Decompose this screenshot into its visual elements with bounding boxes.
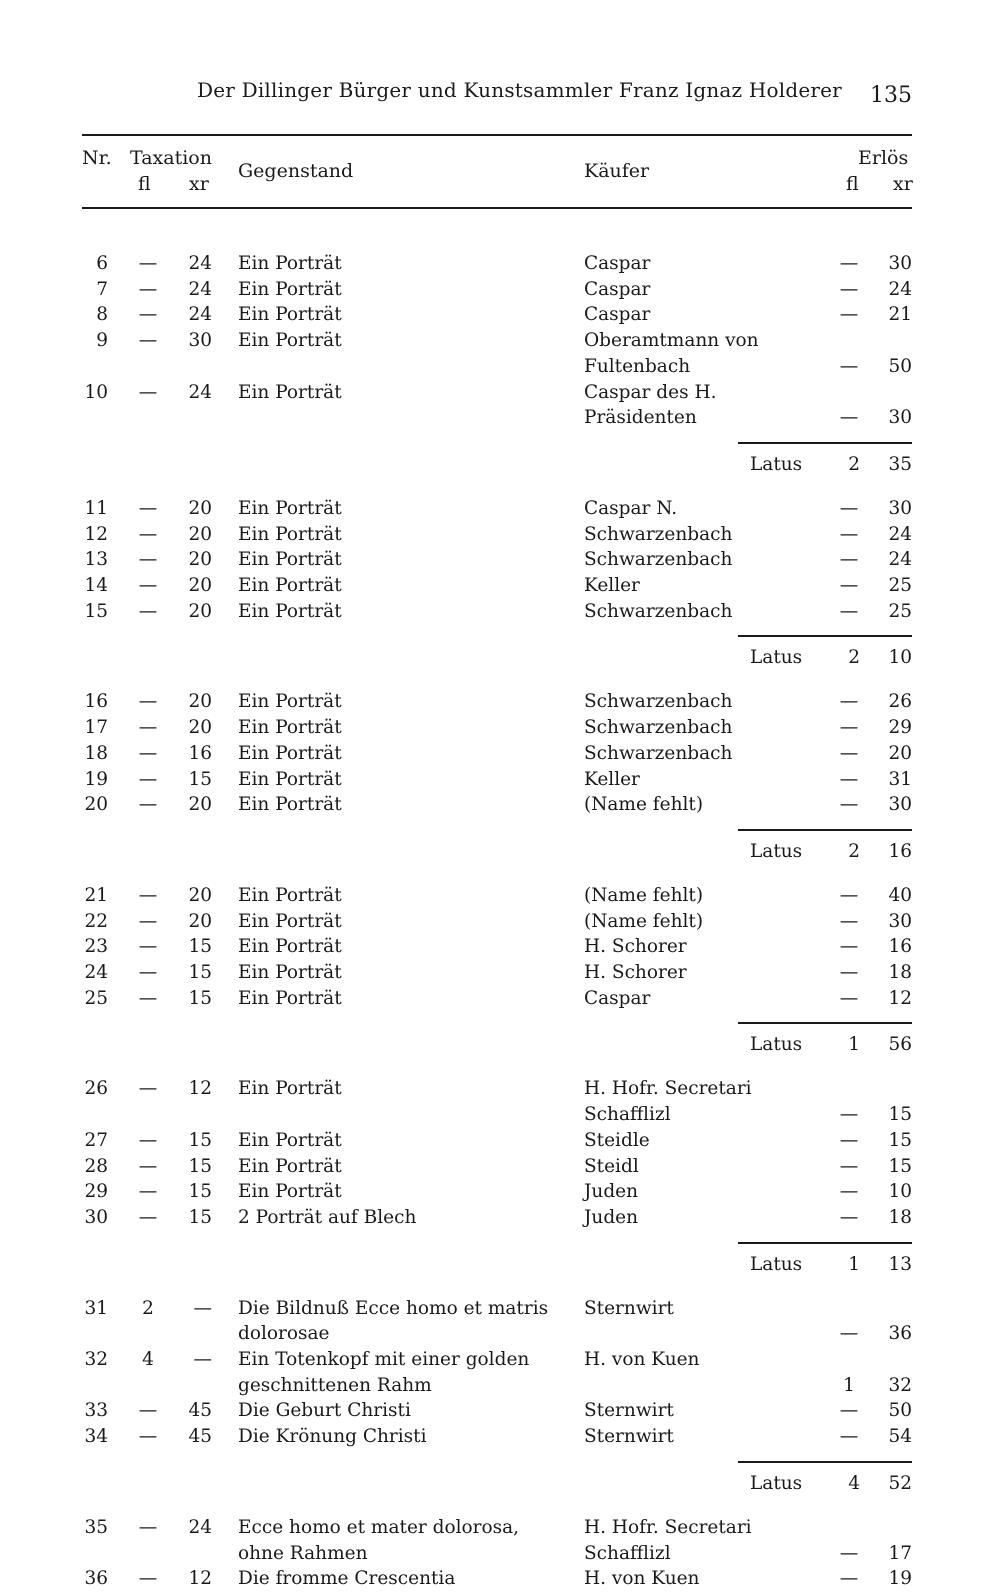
table-row-kaeufer: Steidl <box>584 1155 639 1177</box>
table-row-erloes-fl: — <box>839 987 859 1009</box>
table-row-gegenstand: Ein Porträt <box>238 910 342 932</box>
table-row-tax-xr: 12 <box>188 1078 212 1100</box>
table-row-tax-fl: — <box>138 304 158 326</box>
latus-rule <box>738 1022 912 1024</box>
table-row-kaeufer: Caspar <box>584 253 651 274</box>
latus-label: Latus <box>750 1472 803 1494</box>
table-row-tax-xr: 20 <box>188 600 212 622</box>
table-row-erloes-fl: — <box>839 497 859 519</box>
table-row-erloes-fl: — <box>839 407 859 429</box>
col-header-gegenstand: Gegenstand <box>238 160 354 182</box>
col-header-taxation-fl: fl <box>138 173 151 195</box>
latus-rule <box>738 442 912 444</box>
table-row-tax-fl: — <box>138 962 158 983</box>
table-row-kaeufer: Schwarzenbach <box>584 523 733 545</box>
table-row-erloes-xr: 54 <box>888 1426 912 1448</box>
table-row-tax-fl: 4 <box>142 1349 154 1370</box>
table-row-erloes-fl: — <box>839 600 859 622</box>
latus-label: Latus <box>750 840 803 862</box>
table-row-kaeufer: Schafflizl <box>584 1542 671 1564</box>
table-row-kaeufer: Fultenbach <box>584 355 691 377</box>
table-row-erloes-fl: — <box>839 742 859 764</box>
latus-label: Latus <box>750 1034 803 1056</box>
table-row-nr: 32 <box>84 1349 108 1370</box>
table-row-gegenstand: Die Bildnuß Ecce homo et matris <box>238 1297 549 1319</box>
table-row-gegenstand: Ein Porträt <box>238 884 342 906</box>
table-row-kaeufer: Caspar <box>584 987 651 1009</box>
table-row-kaeufer: H. von Kuen <box>584 1349 700 1370</box>
table-row-nr: 15 <box>84 600 108 622</box>
table-row-erloes-fl: — <box>839 910 859 932</box>
table-row-erloes-fl: — <box>839 962 859 983</box>
table-row-tax-xr: 24 <box>188 304 212 326</box>
latus-xr: 16 <box>888 840 912 862</box>
table-top-rule <box>82 134 912 136</box>
table-row-kaeufer: (Name fehlt) <box>584 884 704 906</box>
latus-label: Latus <box>750 647 803 669</box>
table-row-erloes-fl: — <box>839 304 859 326</box>
table-row-nr: 18 <box>84 742 108 764</box>
latus-rule <box>738 1242 912 1244</box>
table-row-erloes-xr: 18 <box>888 962 912 983</box>
latus-rule <box>738 829 912 831</box>
table-row-kaeufer: Steidle <box>584 1129 650 1151</box>
table-row-nr: 28 <box>84 1155 108 1177</box>
table-row-kaeufer: Schwarzenbach <box>584 549 733 571</box>
table-row-erloes-fl: — <box>839 936 859 958</box>
latus-xr: 35 <box>888 453 912 475</box>
table-row-erloes-xr: 31 <box>888 768 912 790</box>
table-row-erloes-xr: 30 <box>888 794 912 816</box>
table-row-tax-xr: 30 <box>188 330 212 352</box>
table-row-erloes-fl: — <box>839 575 859 596</box>
table-row-gegenstand: dolorosae <box>238 1323 330 1345</box>
table-row-nr: 8 <box>96 304 108 326</box>
table-row-gegenstand: Ein Porträt <box>238 1181 342 1203</box>
table-row-gegenstand: Ecce homo et mater dolorosa, <box>238 1516 520 1538</box>
table-row-erloes-fl: — <box>839 1400 859 1422</box>
latus-fl: 2 <box>848 840 860 862</box>
running-header-title: Der Dillinger Bürger und Kunstsammler Franz Ignaz Holderer <box>197 78 842 102</box>
table-row-tax-fl: — <box>138 575 158 596</box>
table-row-kaeufer: Schafflizl <box>584 1104 671 1126</box>
table-row-erloes-xr: 24 <box>888 549 912 571</box>
table-row-tax-xr: 15 <box>188 1129 212 1151</box>
table-row-tax-xr: 24 <box>188 253 212 274</box>
table-row-tax-fl: — <box>138 1181 158 1203</box>
table-header-rule <box>82 207 912 209</box>
table-row-kaeufer: Oberamtmann von <box>584 330 759 352</box>
table-row-gegenstand: Ein Porträt <box>238 330 342 352</box>
table-row-tax-xr: 20 <box>188 549 212 571</box>
table-row-erloes-fl: — <box>839 1129 859 1151</box>
col-header-taxation-xr: xr <box>189 173 209 195</box>
table-row-kaeufer: Schwarzenbach <box>584 691 733 713</box>
table-row-kaeufer: Präsidenten <box>584 407 697 429</box>
table-row-tax-xr: 20 <box>188 691 212 713</box>
table-row-kaeufer: Juden <box>584 1181 639 1203</box>
table-row-erloes-fl: — <box>839 278 859 300</box>
table-row-kaeufer: Juden <box>584 1206 639 1228</box>
table-row-nr: 33 <box>84 1400 108 1422</box>
table-row-tax-fl: — <box>138 1129 158 1151</box>
table-row-gegenstand: geschnittenen Rahm <box>238 1374 432 1396</box>
table-row-nr: 13 <box>84 549 108 571</box>
table-row-kaeufer: Sternwirt <box>584 1400 674 1422</box>
table-row-gegenstand: Ein Porträt <box>238 936 342 958</box>
table-row-nr: 12 <box>84 523 108 545</box>
table-row-gegenstand: Ein Porträt <box>238 600 342 622</box>
table-row-tax-xr: 15 <box>188 1181 212 1203</box>
table-row-erloes-xr: 30 <box>888 253 912 274</box>
table-row-nr: 21 <box>84 884 108 906</box>
table-row-erloes-fl: — <box>839 691 859 713</box>
table-row-nr: 11 <box>84 497 108 519</box>
latus-label: Latus <box>750 1253 803 1275</box>
table-row-tax-fl: — <box>138 330 158 352</box>
table-row-tax-xr: 15 <box>188 1206 212 1228</box>
table-row-erloes-fl: — <box>839 1568 859 1590</box>
table-row-kaeufer: H. Schorer <box>584 962 687 983</box>
table-row-tax-xr: 20 <box>188 794 212 816</box>
table-row-erloes-fl: — <box>839 768 859 790</box>
table-row-erloes-xr: 50 <box>888 355 912 377</box>
table-row-nr: 29 <box>84 1181 108 1203</box>
table-row-erloes-xr: 15 <box>888 1129 912 1151</box>
table-row-gegenstand: Ein Totenkopf mit einer golden <box>238 1349 530 1370</box>
table-row-nr: 34 <box>84 1426 108 1448</box>
table-row-gegenstand: Ein Porträt <box>238 1078 342 1100</box>
table-row-kaeufer: Schwarzenbach <box>584 742 733 764</box>
table-row-erloes-xr: 17 <box>888 1542 912 1564</box>
table-row-tax-fl: — <box>138 1400 158 1422</box>
table-row-kaeufer: Keller <box>584 575 640 596</box>
latus-fl: 4 <box>848 1472 860 1494</box>
table-row-tax-fl: — <box>138 1206 158 1228</box>
table-row-tax-xr: 15 <box>188 768 212 790</box>
table-row-erloes-xr: 25 <box>888 575 912 596</box>
table-row-tax-xr: 20 <box>188 884 212 906</box>
table-row-erloes-xr: 32 <box>888 1374 912 1396</box>
table-row-tax-fl: — <box>138 936 158 958</box>
table-row-tax-xr: 15 <box>188 936 212 958</box>
table-row-tax-fl: — <box>138 987 158 1009</box>
table-row-kaeufer: H. Hofr. Secretari <box>584 1078 752 1100</box>
table-row-erloes-fl: — <box>839 355 859 377</box>
table-row-nr: 30 <box>84 1206 108 1228</box>
table-row-kaeufer: Caspar <box>584 304 651 326</box>
table-row-tax-xr: 45 <box>188 1400 212 1422</box>
table-row-erloes-fl: — <box>839 1542 859 1564</box>
latus-rule <box>738 635 912 637</box>
table-row-tax-fl: — <box>138 1516 158 1538</box>
table-row-erloes-xr: 20 <box>888 742 912 764</box>
table-row-nr: 25 <box>84 987 108 1009</box>
table-row-gegenstand: ohne Rahmen <box>238 1542 368 1564</box>
table-row-kaeufer: Caspar N. <box>584 497 678 519</box>
table-row-erloes-fl: — <box>839 1104 859 1126</box>
table-row-nr: 16 <box>84 691 108 713</box>
table-row-nr: 22 <box>84 910 108 932</box>
latus-label: Latus <box>750 453 803 475</box>
table-row-erloes-fl: — <box>839 1181 859 1203</box>
table-row-gegenstand: Ein Porträt <box>238 497 342 519</box>
table-row-nr: 6 <box>96 253 108 274</box>
table-row-erloes-xr: 19 <box>888 1568 912 1590</box>
table-row-tax-xr: 12 <box>188 1568 212 1590</box>
table-row-tax-fl: — <box>138 497 158 519</box>
table-row-erloes-xr: 24 <box>888 523 912 545</box>
table-row-tax-fl: — <box>138 768 158 790</box>
table-row-gegenstand: Ein Porträt <box>238 253 342 274</box>
table-row-nr: 31 <box>84 1297 108 1319</box>
table-row-tax-fl: — <box>138 523 158 545</box>
table-row-erloes-xr: 18 <box>888 1206 912 1228</box>
col-header-taxation: Taxation <box>130 147 212 169</box>
table-row-kaeufer: Caspar <box>584 278 651 300</box>
col-header-erloes-fl: fl <box>846 173 859 195</box>
table-row-erloes-xr: 30 <box>888 910 912 932</box>
table-row-tax-fl: — <box>138 794 158 816</box>
table-row-tax-xr: 16 <box>188 742 212 764</box>
table-row-kaeufer: H. Schorer <box>584 936 687 958</box>
table-row-erloes-fl: — <box>839 549 859 571</box>
table-row-tax-fl: — <box>138 1078 158 1100</box>
table-row-erloes-fl: — <box>839 523 859 545</box>
table-row-tax-fl: — <box>138 691 158 713</box>
table-row-nr: 20 <box>84 794 108 816</box>
table-row-nr: 35 <box>84 1516 108 1538</box>
table-row-tax-fl: — <box>138 381 158 403</box>
col-header-erloes: Erlös <box>858 147 909 169</box>
table-row-erloes-fl: — <box>839 794 859 816</box>
table-row-erloes-xr: 29 <box>888 717 912 739</box>
table-row-gegenstand: Ein Porträt <box>238 742 342 764</box>
table-row-tax-fl: — <box>138 910 158 932</box>
table-row-tax-xr: 15 <box>188 987 212 1009</box>
table-row-tax-fl: 2 <box>142 1297 154 1319</box>
table-row-gegenstand: Ein Porträt <box>238 717 342 739</box>
table-row-erloes-fl: — <box>839 1155 859 1177</box>
table-row-erloes-fl: — <box>839 884 859 906</box>
table-row-erloes-fl: — <box>839 1426 859 1448</box>
table-row-kaeufer: Sternwirt <box>584 1297 674 1319</box>
table-row-kaeufer: H. Hofr. Secretari <box>584 1516 752 1538</box>
table-row-erloes-xr: 15 <box>888 1104 912 1126</box>
table-row-gegenstand: Ein Porträt <box>238 1129 342 1151</box>
table-row-erloes-xr: 36 <box>888 1323 912 1345</box>
latus-fl: 1 <box>848 1253 860 1275</box>
table-row-kaeufer: H. von Kuen <box>584 1568 700 1590</box>
table-row-nr: 10 <box>84 381 108 403</box>
table-row-gegenstand: Ein Porträt <box>238 523 342 545</box>
table-row-tax-xr: 20 <box>188 910 212 932</box>
table-row-tax-fl: — <box>138 278 158 300</box>
table-row-erloes-xr: 30 <box>888 497 912 519</box>
table-row-gegenstand: Ein Porträt <box>238 304 342 326</box>
table-row-gegenstand: Ein Porträt <box>238 768 342 790</box>
table-row-tax-xr: 20 <box>188 717 212 739</box>
col-header-nr: Nr. <box>82 147 112 169</box>
table-row-tax-fl: — <box>138 1155 158 1177</box>
table-row-tax-fl: — <box>138 600 158 622</box>
table-row-tax-xr: 45 <box>188 1426 212 1448</box>
page-number: 135 <box>870 83 912 108</box>
table-row-tax-xr: 20 <box>188 523 212 545</box>
table-row-erloes-xr: 30 <box>888 407 912 429</box>
table-row-gegenstand: Die Geburt Christi <box>238 1400 411 1422</box>
table-row-erloes-fl: 1 <box>843 1374 855 1396</box>
latus-fl: 2 <box>848 453 860 475</box>
table-row-tax-fl: — <box>138 253 158 274</box>
table-row-erloes-fl: — <box>839 717 859 739</box>
table-row-erloes-xr: 16 <box>888 936 912 958</box>
table-row-erloes-xr: 12 <box>888 987 912 1009</box>
table-row-tax-xr: 20 <box>188 497 212 519</box>
table-row-tax-xr: 15 <box>188 1155 212 1177</box>
table-row-kaeufer: Sternwirt <box>584 1426 674 1448</box>
table-row-nr: 24 <box>84 962 108 983</box>
table-row-tax-xr: — <box>193 1297 212 1319</box>
table-row-kaeufer: Keller <box>584 768 640 790</box>
table-row-erloes-xr: 21 <box>888 304 912 326</box>
table-row-nr: 14 <box>84 575 108 596</box>
table-row-erloes-xr: 40 <box>888 884 912 906</box>
table-row-erloes-xr: 15 <box>888 1155 912 1177</box>
latus-xr: 13 <box>888 1253 912 1275</box>
table-row-tax-xr: — <box>193 1349 212 1370</box>
table-row-gegenstand: Ein Porträt <box>238 381 342 403</box>
table-row-gegenstand: Ein Porträt <box>238 962 342 983</box>
table-row-tax-xr: 24 <box>188 278 212 300</box>
col-header-kaeufer: Käufer <box>584 160 650 182</box>
table-row-erloes-fl: — <box>839 253 859 274</box>
table-row-gegenstand: Ein Porträt <box>238 691 342 713</box>
table-row-nr: 7 <box>96 278 108 300</box>
table-row-nr: 17 <box>84 717 108 739</box>
table-row-kaeufer: (Name fehlt) <box>584 794 704 816</box>
col-header-erloes-xr: xr <box>893 173 913 195</box>
table-row-nr: 23 <box>84 936 108 958</box>
table-row-tax-fl: — <box>138 1568 158 1590</box>
latus-xr: 10 <box>888 647 912 669</box>
table-row-tax-xr: 15 <box>188 962 212 983</box>
table-row-tax-fl: — <box>138 1426 158 1448</box>
table-row-tax-xr: 20 <box>188 575 212 596</box>
table-row-gegenstand: Die Krönung Christi <box>238 1426 427 1448</box>
table-row-nr: 27 <box>84 1129 108 1151</box>
table-row-gegenstand: Die fromme Crescentia <box>238 1568 456 1590</box>
latus-xr: 52 <box>888 1472 912 1494</box>
table-row-kaeufer: Schwarzenbach <box>584 600 733 622</box>
table-row-tax-fl: — <box>138 742 158 764</box>
table-row-tax-xr: 24 <box>188 1516 212 1538</box>
table-row-tax-fl: — <box>138 549 158 571</box>
table-row-gegenstand: 2 Porträt auf Blech <box>238 1206 417 1228</box>
table-row-erloes-xr: 26 <box>888 691 912 713</box>
table-row-erloes-xr: 50 <box>888 1400 912 1422</box>
table-row-erloes-xr: 25 <box>888 600 912 622</box>
table-row-tax-fl: — <box>138 717 158 739</box>
table-row-nr: 36 <box>84 1568 108 1590</box>
table-row-gegenstand: Ein Porträt <box>238 1155 342 1177</box>
table-row-gegenstand: Ein Porträt <box>238 575 342 596</box>
table-row-erloes-fl: — <box>839 1206 859 1228</box>
table-row-erloes-xr: 10 <box>888 1181 912 1203</box>
table-row-nr: 19 <box>84 768 108 790</box>
table-row-nr: 26 <box>84 1078 108 1100</box>
table-row-tax-fl: — <box>138 884 158 906</box>
table-row-gegenstand: Ein Porträt <box>238 794 342 816</box>
table-row-gegenstand: Ein Porträt <box>238 278 342 300</box>
latus-rule <box>738 1461 912 1463</box>
table-row-kaeufer: Schwarzenbach <box>584 717 733 739</box>
table-row-kaeufer: (Name fehlt) <box>584 910 704 932</box>
table-row-erloes-xr: 24 <box>888 278 912 300</box>
table-row-erloes-fl: — <box>839 1323 859 1345</box>
latus-fl: 1 <box>848 1034 860 1056</box>
latus-fl: 2 <box>848 647 860 669</box>
table-row-tax-xr: 24 <box>188 381 212 403</box>
table-row-nr: 9 <box>96 330 108 352</box>
table-row-kaeufer: Caspar des H. <box>584 381 717 403</box>
table-row-gegenstand: Ein Porträt <box>238 987 342 1009</box>
latus-xr: 56 <box>888 1034 912 1056</box>
table-row-gegenstand: Ein Porträt <box>238 549 342 571</box>
